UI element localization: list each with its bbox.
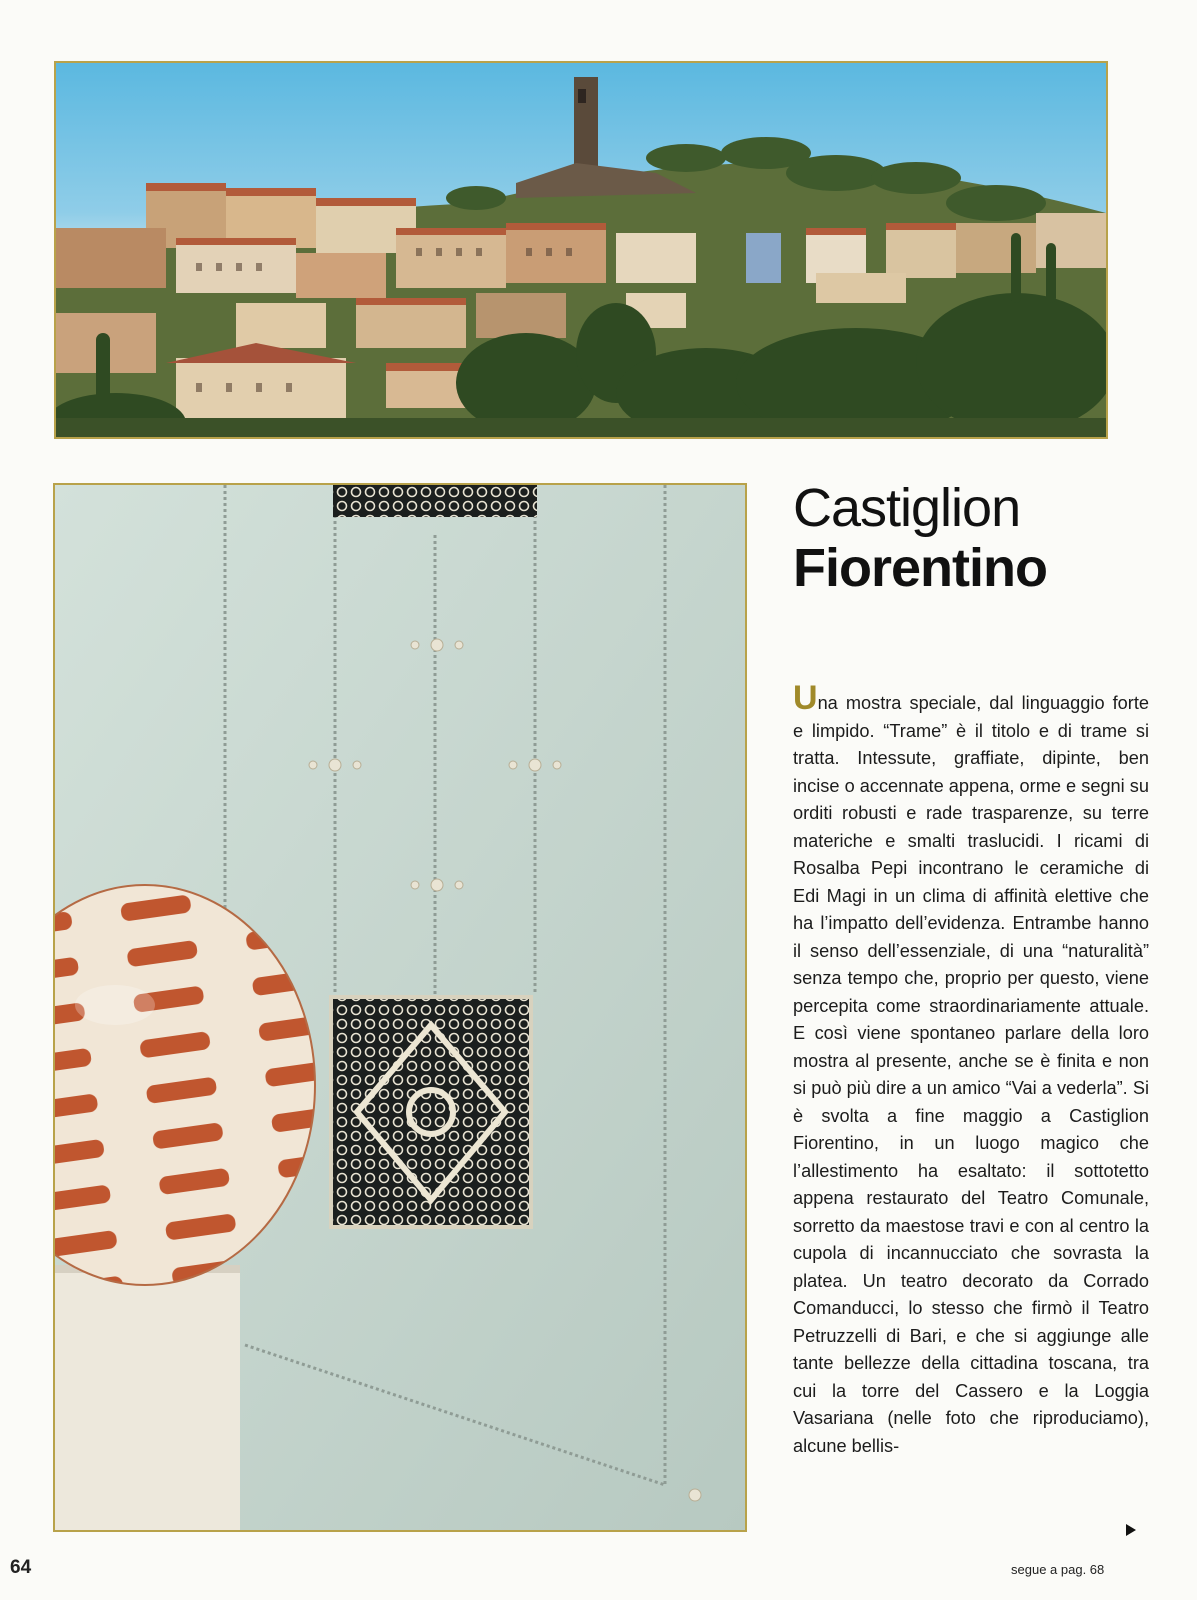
continued-note: segue a pag. 68	[1011, 1562, 1105, 1577]
drop-cap: U	[793, 679, 818, 717]
page-number: 64	[10, 1557, 32, 1578]
title-line-2: Fiorentino	[793, 538, 1047, 598]
article-text: na mostra speciale, dal linguaggio forte e limpido. “Trame” è il titolo e di trame si tratta. Intessute, graffiate, dipinte, ben incise o accennate appena, orme e segni su orditi robusti e rade trasparenze, su terre materiche e smalti traslucidi. I ricami di Rosalba Pepi incontrano le ceramiche di Edi Magi in un clima di affinità elettive che ha l’impatto dell’evidenza. Entrambe hanno il senso dell’essenziale, di una “naturalità” senza tempo che, proprio per questo, viene percepita come straordinariamente attuale. E così viene spontaneo parlare della loro mostra al presente, anche se è finita e non si può più dire a un amico “Vai a vederla”. Si è svolta a fine maggio a Castiglion Fiorentino, in un luogo magico che l’allestimento ha esaltato: il sottotetto appena restaurato del Teatro Comunale, sorretto da maestose travi e con al centro la cupola di incannucciato che sovrasta la platea. Un teatro decorato da Corrado Comanducci, lo stesso che firmò il Teatro Petruzzelli di Bari, e che si aggiunge alle tante bellezze della cittadina toscana, tra cui la torre del Cassero e la Loggia Vasariana (nelle foto che riproduciamo), alcune bellis-	[793, 693, 1149, 1456]
embroidery-photo	[53, 483, 747, 1532]
article-body	[793, 679, 1149, 1460]
continue-arrow-icon	[1126, 1524, 1136, 1536]
article-title	[793, 478, 1153, 598]
title-line-1: Castiglion	[793, 478, 1021, 538]
town-photo	[54, 61, 1108, 439]
